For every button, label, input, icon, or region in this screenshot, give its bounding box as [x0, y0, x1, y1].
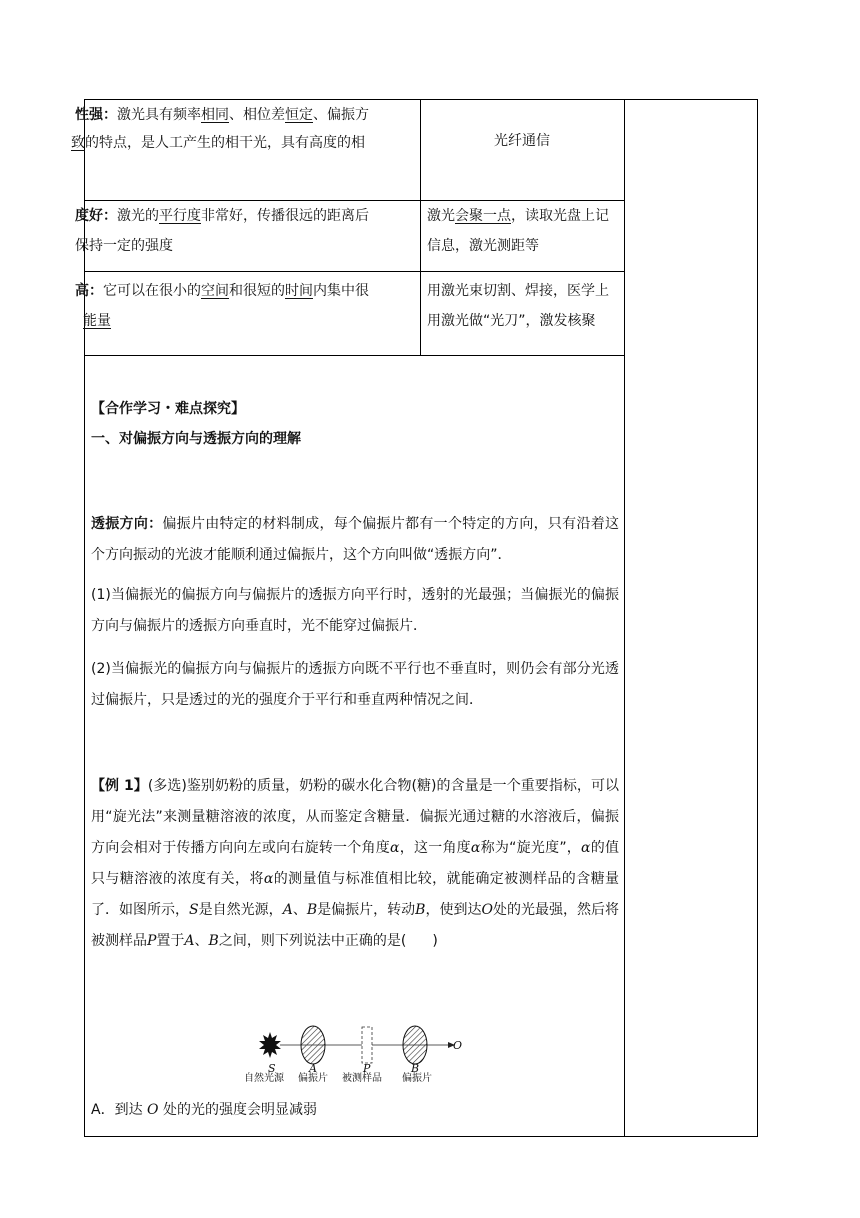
definition-term: 透振方向：	[91, 516, 163, 532]
table-column-divider	[624, 99, 625, 1137]
example-label: 【例 1】	[91, 778, 148, 794]
table-row-2-application: 激光会聚一点，读取光盘上记 信息，激光测距等	[427, 208, 609, 254]
table-row-divider	[84, 355, 624, 356]
polarizer-b	[403, 1026, 427, 1064]
label-b: B	[411, 1062, 420, 1075]
point-1: (1)当偏振光的偏振方向与偏振片的透振方向平行时，透射的光最强；当偏振光的偏振方向与偏振片的透振方向垂直时，光不能穿过偏振片．	[91, 587, 619, 634]
figure-captions: 自然光源 偏振片 被测样品 偏振片	[244, 1073, 432, 1084]
table-row-3-property: 高：它可以在很小的空间和很短的时间内集中很 能量	[75, 283, 369, 329]
table-row-2-property: 度好：激光的平行度非常好，传播很远的距离后 保持一定的强度	[75, 208, 369, 254]
property-name: 高：	[75, 283, 103, 299]
point-2: (2)当偏振光的偏振方向与偏振片的透振方向既不平行也不垂直时，则仍会有部分光透过偏振片，只是透过的光的强度介于平行和垂直两种情况之间．	[91, 661, 619, 708]
section-title: 【合作学习・难点探究】	[91, 401, 245, 417]
label-p: P	[363, 1062, 371, 1075]
property-name: 度好：	[75, 208, 117, 224]
example-1: 【例 1】(多选)鉴别奶粉的质量，奶粉的碳水化合物(糖)的含量是一个重要指标，可以用“旋光法”来测量糖溶液的浓度，从而鉴定含糖量．偏振光通过糖的水溶液后，偏振方向会相对于传播方向向左或向右旋转一个角度α，这一角度α称为“旋光度”，α的值只与糖溶液的浓度有关，将α的测量值与标准值相比较，就能确定被测样品的含糖量了．如图所示，S是自然光源，A、B是偏振片，转动B，使到达O处的光最强，然后将被测样品P置于A、B之间，则下列说法中正确的是( )	[91, 778, 620, 949]
definition-paragraph: 透振方向：偏振片由特定的材料制成，每个偏振片都有一个特定的方向，只有沿着这个方向振动的光波才能顺利通过偏振片，这个方向叫做“透振方向”．	[91, 516, 619, 563]
table-row-1-application: 光纤通信	[494, 133, 550, 149]
table-row-3-application: 用激光束切割、焊接，医学上 用激光做“光刀”，激发核聚	[427, 283, 609, 329]
sample-p	[362, 1027, 372, 1063]
table-row-1-property: 性强：激光具有频率相同、相位差恒定、偏振方 致的特点，是人工产生的相干光，具有高度的相	[71, 107, 369, 151]
polarizer-a	[301, 1026, 325, 1064]
property-name: 性强：	[75, 107, 117, 123]
option-a: A．到达 O 处的光的强度会明显减弱	[91, 1102, 317, 1118]
sun-icon	[259, 1032, 281, 1058]
label-s: S	[268, 1062, 276, 1075]
label-a: A	[309, 1062, 317, 1075]
label-o: O	[453, 1039, 463, 1052]
subsection-title: 一、对偏振方向与透振方向的理解	[91, 431, 301, 447]
